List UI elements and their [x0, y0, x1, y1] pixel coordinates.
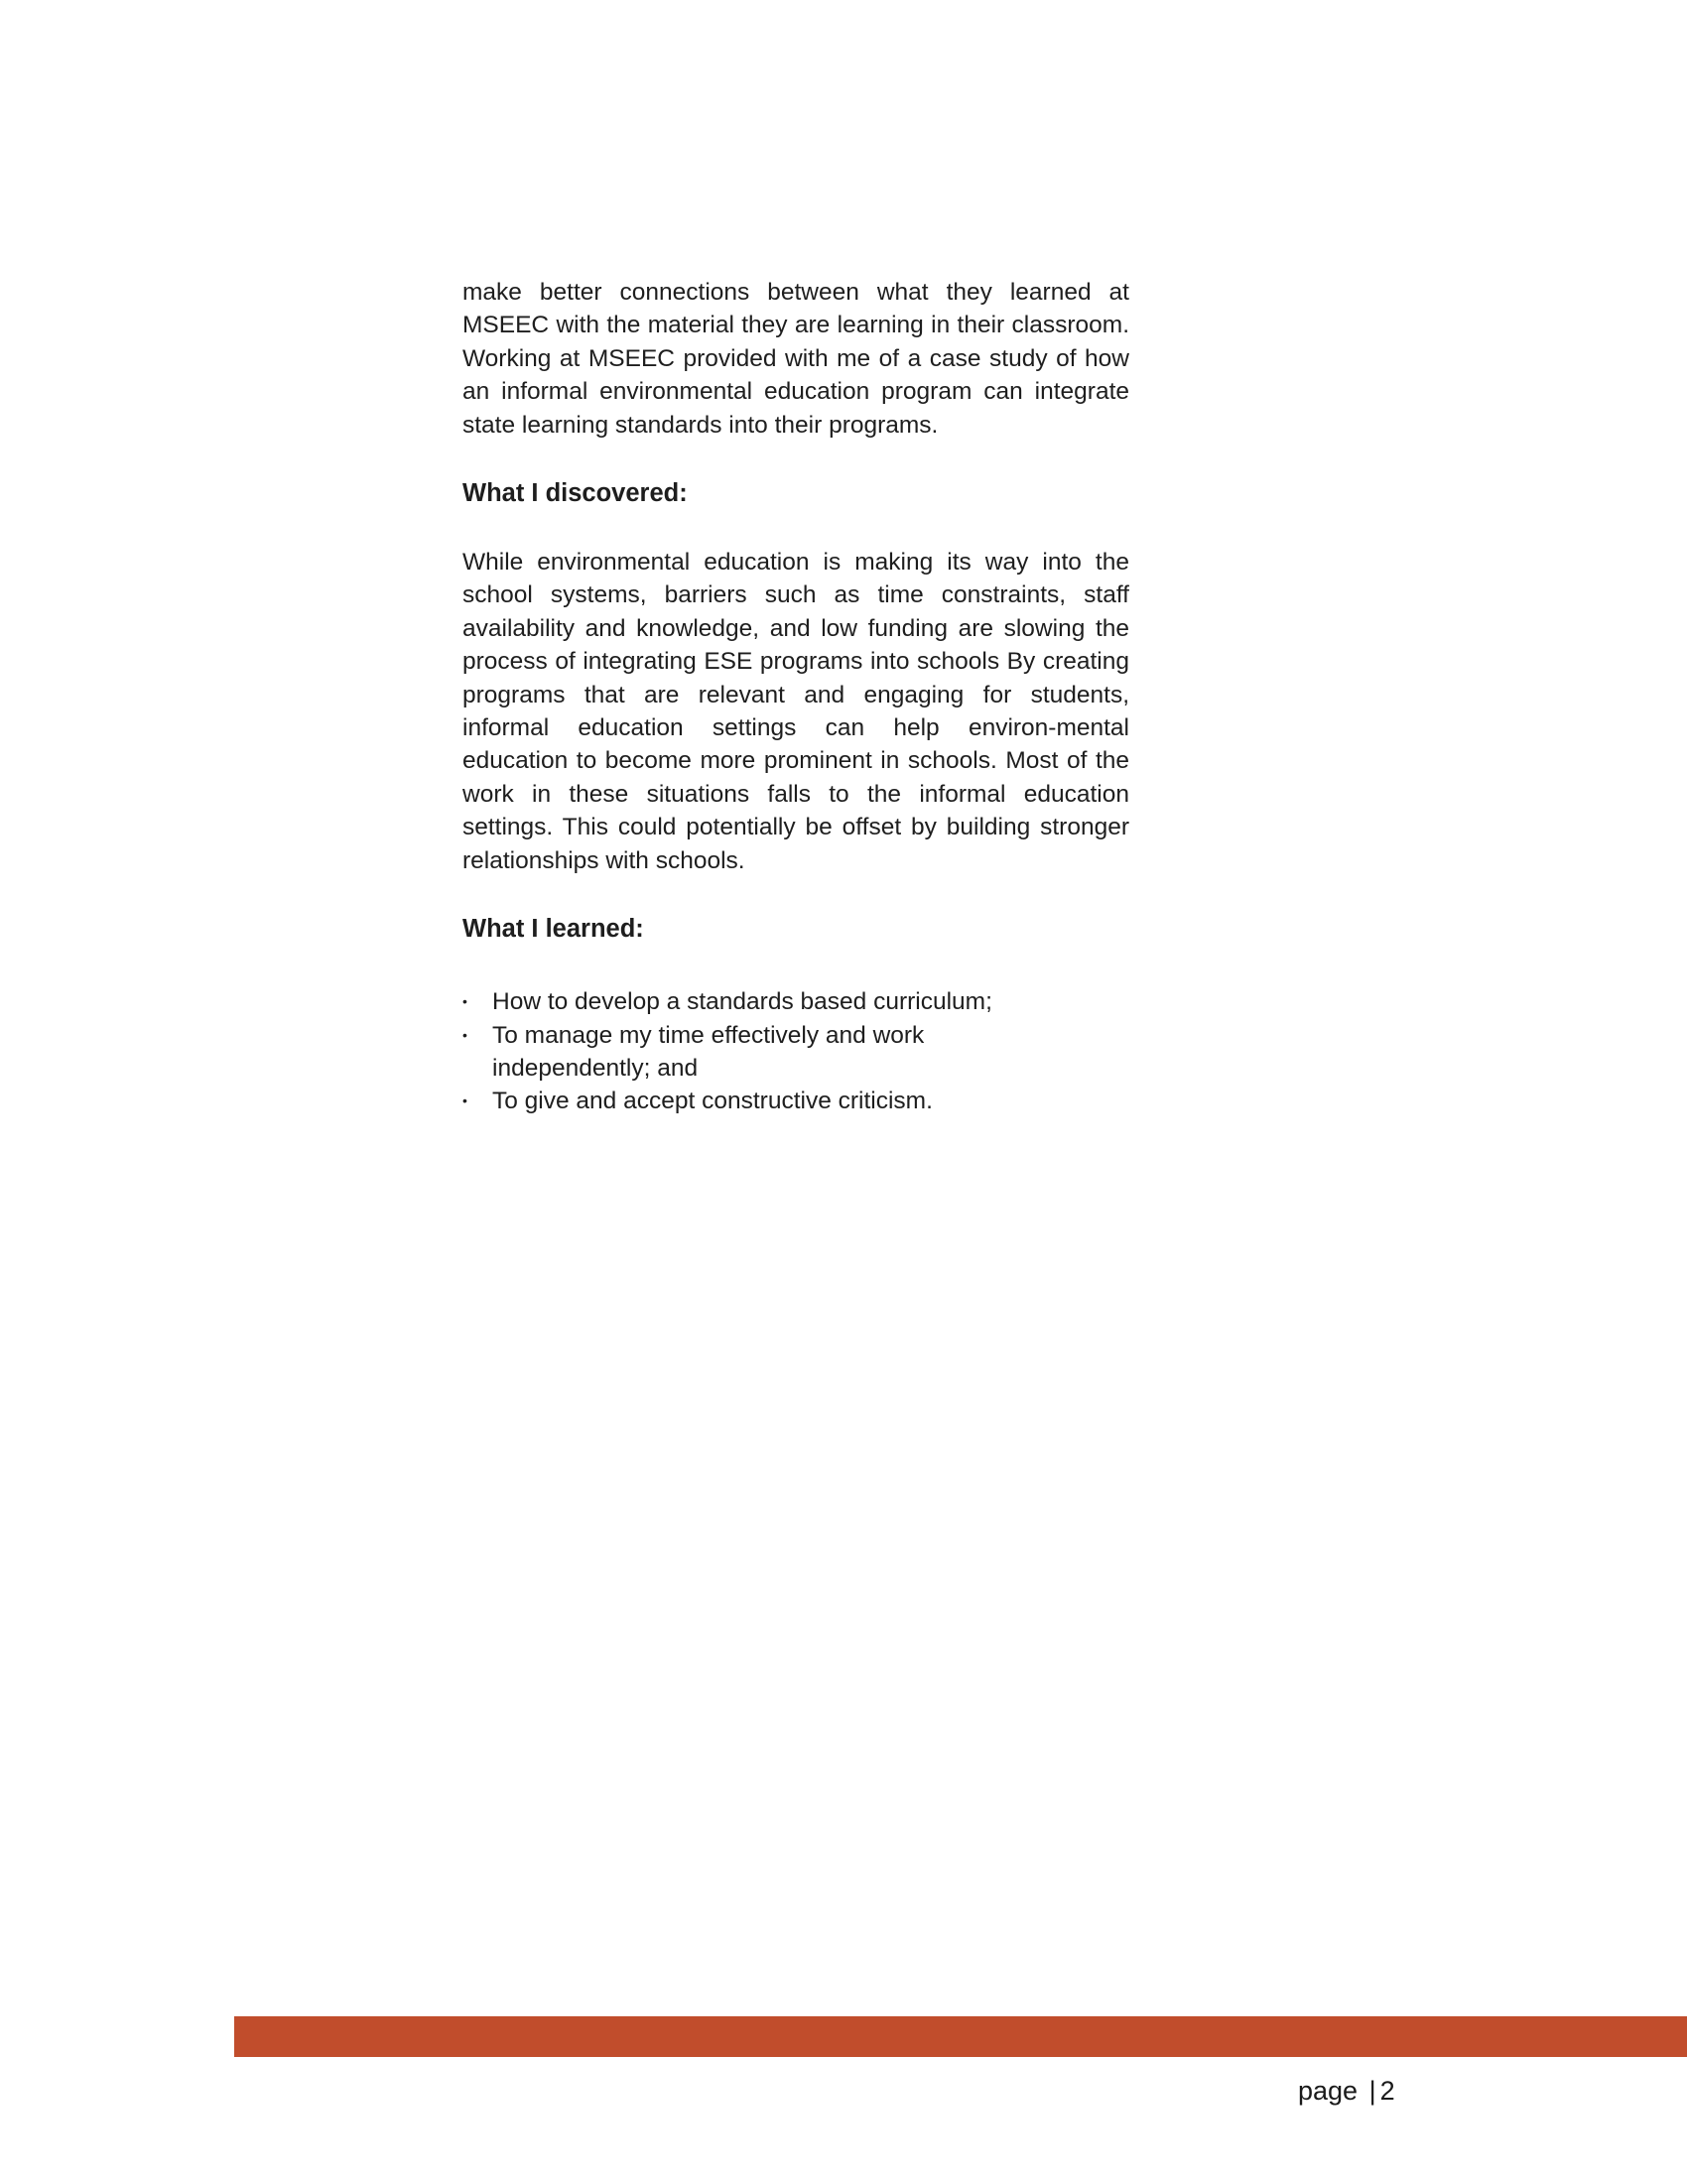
list-item-text: To manage my time effectively and work independently; and [492, 1021, 925, 1082]
list-item-text: How to develop a standards based curriculum; [492, 988, 992, 1016]
bullet-icon: • [462, 1092, 467, 1109]
learned-heading: What I learned: [462, 915, 644, 944]
bullet-icon: • [462, 1026, 467, 1043]
discovered-paragraph: While environmental education is making its way into the school systems, barriers such as time constraints, staff availability and knowledge, and low funding are slowing the process of integrating ESE programs into schools By creating programs that are relevant and engaging for students, informal education settings can help environ-mental education to become more prominent in schools. Most of the work in these situations falls to the informal education settings. This could potentially be offset by building stronger relationships with schools. [462, 549, 1129, 874]
page-number [1298, 2074, 1395, 2108]
learned-list [462, 985, 1129, 1118]
intro-paragraph: make better connections between what they learned at MSEEC with the material they are learning in their classroom. Working at MSEEC provided with me of a case study of how an informal environmental education program can integrate state learning standards into their programs. [462, 279, 1129, 439]
page-label: page [1298, 2076, 1359, 2106]
list-item [462, 1085, 1008, 1117]
bullet-icon: • [462, 993, 467, 1010]
list-item-text: To give and accept constructive criticism. [492, 1088, 933, 1115]
discovered-heading: What I discovered: [462, 479, 688, 508]
text-column [462, 276, 1129, 1118]
footer-accent-bar [234, 2016, 1687, 2057]
list-item [462, 985, 1008, 1018]
page-separator: | [1368, 2076, 1376, 2106]
list-item [462, 1019, 1008, 1086]
page-number-value: 2 [1379, 2076, 1395, 2106]
